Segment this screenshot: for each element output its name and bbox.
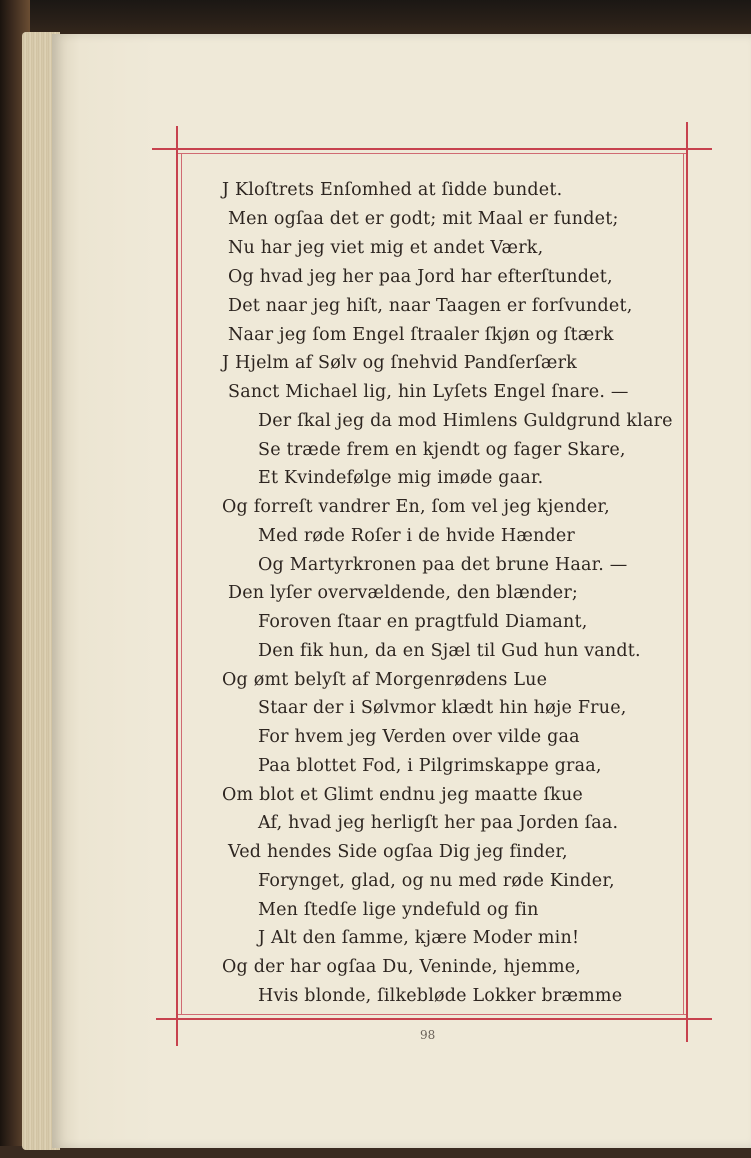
poem-line: Paa blottet Fod, i Pilgrimskappe graa, [258,756,602,776]
poem-line: Nu har jeg viet mig et andet Værk, [228,238,544,258]
poem-line: Og Martyrkronen paa det brune Haar. — [258,555,628,575]
poem-line: J Alt den ſamme, kjære Moder min! [258,928,580,948]
poem-line: J Hjelm af Sølv og ſnehvid Pandſerſærk [222,353,577,373]
poem-line: Naar jeg ſom Engel ſtraaler ſkjøn og ſtærk [228,325,614,345]
poem-line: Om blot et Glimt endnu jeg maatte ſkue [222,785,583,805]
poem-line: Se træde frem en kjendt og fager Skare, [258,440,626,460]
poem-line: Sanct Michael lig, hin Lyſets Engel ſnare. — [228,382,629,402]
poem-line: Der ſkal jeg da mod Himlens Guldgrund klare [258,411,673,431]
poem-line: Ved hendes Side ogſaa Dig jeg finder, [228,842,568,862]
poem-line: Den lyſer overvældende, den blænder; [228,583,578,603]
poem-line: Med røde Roſer i de hvide Hænder [258,526,575,546]
poem-line: Det naar jeg hiſt, naar Taagen er forſvundet, [228,296,633,316]
poem-line: Og der har ogſaa Du, Veninde, hjemme, [222,957,582,977]
poem-line: Et Kvindefølge mig imøde gaar. [258,468,544,488]
poem-line: Og ømt belyſt af Morgenrødens Lue [222,670,548,690]
page-number: 98 [420,1028,436,1042]
poem-line: For hvem jeg Verden over vilde gaa [258,727,580,747]
poem-line: Af, hvad jeg herligſt her paa Jorden ſaa. [258,813,619,833]
poem-line: Og hvad jeg her paa Jord har efterſtundet, [228,267,613,287]
poem-line: Forynget, glad, og nu med røde Kinder, [258,871,615,891]
poem-line: Foroven ſtaar en pragtfuld Diamant, [258,612,588,632]
poem-line: Staar der i Sølvmor klædt hin høje Frue, [258,698,627,718]
poem-line: J Kloſtrets Enſomhed at ſidde bundet. [222,180,563,200]
poem-line: Hvis blonde, ſilkebløde Lokker bræmme [258,986,623,1006]
poem-line: Men ſtedſe lige yndefuld og fin [258,900,539,920]
poem-line: Og forreſt vandrer En, ſom vel jeg kjender, [222,497,610,517]
poem-line: Den fik hun, da en Sjæl til Gud hun vandt. [258,641,641,661]
poem-line: Men ogſaa det er godt; mit Maal er fundet; [228,209,619,229]
